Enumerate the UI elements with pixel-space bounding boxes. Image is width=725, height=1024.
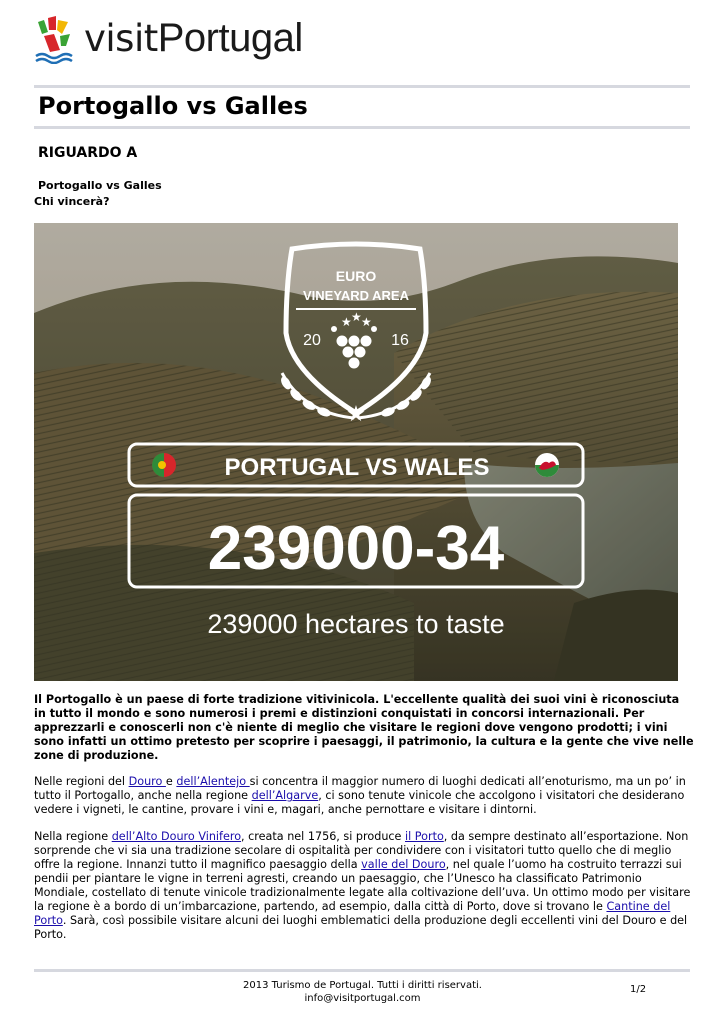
- text-run: Nelle regioni del: [34, 775, 129, 788]
- svg-text:★: ★: [346, 402, 366, 427]
- divider: [34, 85, 690, 88]
- logo-mark-icon: [34, 16, 78, 64]
- subtitle-question: Chi vincerà?: [34, 195, 110, 208]
- text-run: . Sarà, così possibile visitare alcuni dei luoghi emblematici della produzione degli eccellenti vini del Douro e del Porto.: [34, 914, 688, 941]
- portugal-flag-icon: [152, 453, 176, 477]
- text-run: , ci sono tenute vinicole che accolgono i visitatori che desiderano vedere i vigneti, le cantine, provare i vini e, magari, anche pernottare e visitare i dintorni.: [34, 789, 685, 816]
- subtitle: Portogallo vs Galles: [38, 179, 162, 192]
- badge-year-right: 16: [391, 332, 409, 349]
- link-cantine-porto[interactable]: Cantine del Porto: [34, 900, 671, 927]
- footer-copyright: 2013 Turismo de Portugal. Tutti i diritti riservati.: [243, 980, 482, 991]
- text-run: , creata nel 1756, si produce: [241, 830, 405, 843]
- logo-word-portugal: Portugal: [157, 16, 303, 60]
- badge-euro: EURO: [335, 268, 377, 284]
- hero-image: [34, 223, 678, 681]
- text-run: si concentra il maggior numero di luoghi dedicati all’enoturismo, ma un po’ in tutto il Portogallo, anche nella regione: [34, 775, 686, 802]
- wales-flag-icon: [535, 453, 559, 477]
- footer-divider: [34, 969, 690, 972]
- divider: [34, 126, 690, 129]
- logo-word-visit: visit: [84, 17, 158, 60]
- text-run: e: [165, 775, 177, 788]
- link-douro[interactable]: Douro: [128, 775, 166, 788]
- link-algarve[interactable]: dell’Algarve: [251, 789, 319, 802]
- text-run: , da sempre destinato all’esportazione. Non sorprende che vi sia una tradizione secolare di ospitalità per condividere con i visitatori tutto quello che di meglio offre la regione. Innanzi tutto il magnifico paesaggio della: [34, 830, 689, 871]
- hero-caption: 239000 hectares to taste: [207, 609, 505, 639]
- badge-vineyard-area: VINEYARD AREA: [303, 288, 409, 303]
- badge-year-left: 20: [303, 332, 321, 349]
- link-valle-douro[interactable]: valle del Douro: [361, 858, 446, 871]
- visitportugal-logo[interactable]: [34, 14, 334, 74]
- body-paragraph-1: [34, 775, 694, 817]
- page-number: 1/2: [630, 984, 647, 995]
- link-alto-douro[interactable]: dell’Alto Douro Vinifero: [111, 830, 242, 843]
- svg-text:★: ★: [361, 315, 372, 329]
- footer: [0, 979, 725, 1005]
- svg-text:★: ★: [341, 315, 352, 329]
- svg-text:★: ★: [351, 310, 362, 324]
- score-value: 239000-34: [207, 514, 505, 583]
- match-title: PORTUGAL VS WALES: [224, 454, 490, 481]
- section-heading: RIGUARDO A: [38, 145, 138, 161]
- text-run: , nel quale l’uomo ha costruito terrazzi sui pendii per piantare le vigne in terreni agresti, creando un paesaggio, che l’Unesco ha classificato Patrimonio Mondiale, costellato di tenute vinicole tradizionalmente legate alla coltivazione dell’uva. Un ottimo modo per visitare la regione è a bordo di un’imbarcazione, partendo, ad esempio, dalla città di Porto, dove si trovano le: [34, 858, 691, 913]
- footer-email[interactable]: info@visitportugal.com: [304, 993, 421, 1004]
- link-porto[interactable]: il Porto: [405, 830, 444, 843]
- intro-paragraph: Il Portogallo è un paese di forte tradizione vitivinicola. L'eccellente qualità dei suoi vini è riconosciuta in tutto il mondo e sono numerosi i premi e distinzioni conquistati in concorsi internazionali. Per apprezzarli e conoscerli non c'è niente di meglio che visitare le regioni dove vengono prodotti; i vini sono infatti un ottimo pretesto per scoprire i paesaggi, il patrimonio, la cultura e la gente che vive nelle zone di produzione.: [34, 693, 694, 762]
- link-alentejo[interactable]: dell’Alentejo: [176, 775, 250, 788]
- body-paragraph-2: [34, 830, 694, 942]
- text-run: Nella regione: [34, 830, 112, 843]
- logo-wordmark: [84, 16, 303, 61]
- page-title: Portogallo vs Galles: [38, 92, 308, 120]
